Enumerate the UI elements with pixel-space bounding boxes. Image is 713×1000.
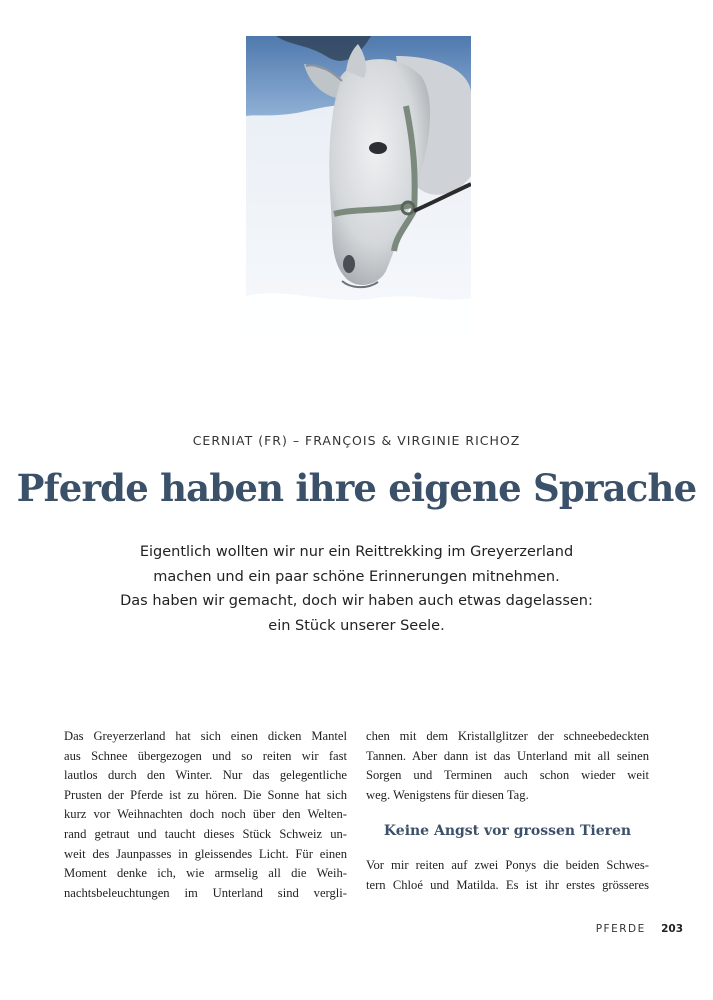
lead-line: Das haben wir gemacht, doch wir haben auch etwas dagelassen: xyxy=(120,593,593,609)
page-footer xyxy=(596,923,683,935)
footer-section-name: PFERDE xyxy=(595,923,646,935)
body-line: weit des Jaunpasses in gleissendes Licht. Für einen xyxy=(64,846,347,861)
body-line: Moment denke ich, wie armselig all die Weih- xyxy=(64,866,347,881)
lead-line: machen und ein paar schöne Erinnerungen mitnehmen. xyxy=(153,568,560,585)
body-line: nachtsbeleuchtungen im Unterland sind vergli- xyxy=(64,885,347,900)
body-line: rand getraut und taucht dieses Stück Schweiz un- xyxy=(64,826,347,841)
body-line: Prusten der Pferde ist zu hören. Die Sonne hat sich xyxy=(64,787,347,802)
body-line: lautlos durch den Winter. Nur das gelegentliche xyxy=(64,768,347,783)
body-line: tern Chloé und Matilda. Es ist ihr erstes grösseres xyxy=(366,877,649,892)
article-title: Pferde haben ihre eigene Sprache xyxy=(16,466,697,510)
body-column-right xyxy=(366,727,649,896)
body-line: kurz vor Weihnachten doch noch über den Welten- xyxy=(64,807,347,822)
body-line: Vor mir reiten auf zwei Ponys die beiden Schwes- xyxy=(366,858,649,873)
section-subheading: Keine Angst vor grossen Tieren xyxy=(383,823,632,840)
article-kicker: CERNIAT (FR) – FRANÇOIS & VIRGINIE RICHOZ xyxy=(192,433,521,448)
body-column-left xyxy=(64,727,347,903)
lead-line: ein Stück unserer Seele. xyxy=(268,617,445,634)
page-number: 203 xyxy=(661,923,683,935)
horse-photo xyxy=(246,36,471,344)
body-line: Sorgen und Terminen auch schon wieder weit xyxy=(366,768,649,783)
body-line: weg. Wenigstens für diesen Tag. xyxy=(366,787,529,802)
horse-portrait-image xyxy=(246,36,471,344)
lead-line: Eigentlich wollten wir nur ein Reittrekking im Greyerzerland xyxy=(139,544,574,560)
article-lead xyxy=(100,540,613,638)
body-line: aus Schnee übergezogen und so reiten wir fast xyxy=(64,748,347,763)
body-line: Tannen. Aber dann ist das Unterland mit all seinen xyxy=(366,748,649,763)
body-line: chen mit dem Kristallglitzer der schneebedeckten xyxy=(366,729,649,743)
body-line: Das Greyerzerland hat sich einen dicken Mantel xyxy=(64,729,347,743)
